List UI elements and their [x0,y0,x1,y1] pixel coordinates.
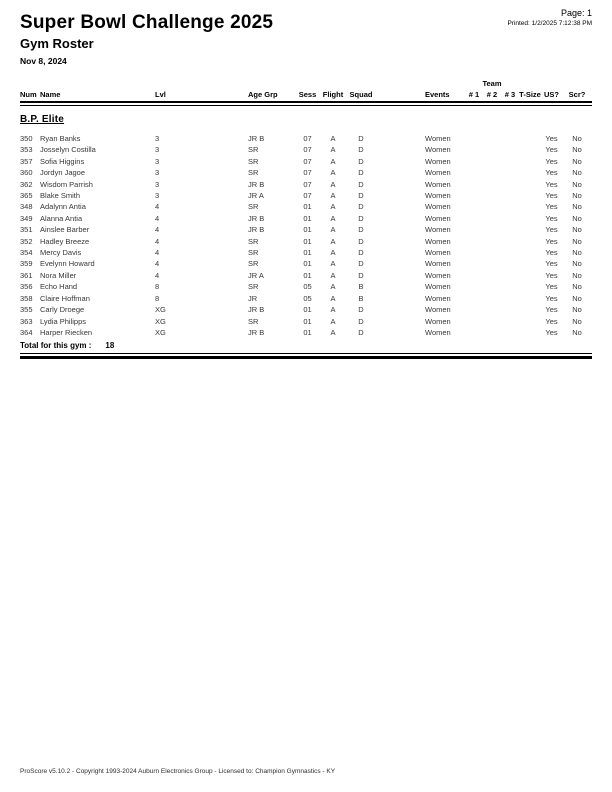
cell-us: Yes [545,202,558,212]
cell-name: Echo Hand [40,282,78,292]
printed-timestamp: Printed: 1/2/2025 7:12:38 PM [507,20,592,27]
cell-name: Josselyn Costilla [40,145,96,155]
cell-events: Women [425,202,451,212]
cell-num: 363 [20,316,33,326]
cell-squad: D [358,168,364,178]
table-row [20,179,592,190]
cell-scr: No [572,282,582,292]
cell-scr: No [572,145,582,155]
cell-lvl: 4 [155,213,160,223]
cell-us: Yes [545,305,558,315]
cell-age-grp: SR [248,259,259,269]
cell-events: Women [425,327,451,337]
table-header [20,79,592,106]
cell-squad: D [358,236,364,246]
cell-squad: D [358,202,364,212]
cell-name: Alanna Antia [40,213,83,223]
cell-scr: No [572,316,582,326]
cell-flight: A [330,179,336,189]
cell-lvl: XG [155,327,166,337]
table-body [20,133,592,338]
cell-us: Yes [545,134,558,143]
cell-events: Women [425,270,451,280]
cell-us: Yes [545,213,558,223]
cell-lvl: 4 [155,202,160,212]
cell-flight: A [330,134,336,143]
cell-us: Yes [545,236,558,246]
cell-name: Sofia Higgins [40,156,85,166]
cell-sess: 07 [303,145,312,155]
cell-us: Yes [545,145,558,155]
column-header-lvl: Lvl [155,90,166,99]
cell-age-grp: JR [248,293,258,303]
cell-lvl: 4 [155,259,160,269]
column-header-squad: Squad [349,90,373,99]
cell-us: Yes [545,270,558,280]
cell-sess: 05 [303,282,312,292]
table-row [20,281,592,292]
cell-num: 358 [20,293,33,303]
column-header-team1: # 1 [468,90,480,99]
page-number: Page: 1 [560,8,592,18]
cell-age-grp: JR A [248,270,264,280]
cell-scr: No [572,259,582,269]
cell-name: Evelynn Howard [40,259,95,269]
page-meta [507,8,592,27]
cell-us: Yes [545,327,558,337]
table-row [20,327,592,338]
cell-age-grp: JR B [248,179,265,189]
cell-flight: A [330,156,336,166]
column-header-tsize: T-Size [519,90,541,99]
cell-name: Hadley Breeze [40,236,90,246]
cell-scr: No [572,225,582,235]
cell-age-grp: SR [248,168,259,178]
cell-num: 353 [20,145,33,155]
cell-scr: No [572,236,582,246]
cell-age-grp: SR [248,202,259,212]
column-header-team2: # 2 [486,90,498,99]
column-header-name: Name [40,90,61,99]
cell-flight: A [330,145,336,155]
cell-num: 356 [20,282,33,292]
cell-name: Adalynn Antia [40,202,86,212]
cell-events: Women [425,134,451,143]
cell-flight: A [330,191,336,201]
cell-sess: 01 [303,213,312,223]
table-row [20,201,592,212]
cell-flight: A [330,213,336,223]
cell-name: Jordyn Jagoe [40,168,86,178]
cell-scr: No [572,156,582,166]
cell-lvl: 3 [155,191,160,201]
cell-scr: No [572,327,582,337]
table-row [20,270,592,281]
cell-events: Women [425,145,451,155]
cell-age-grp: JR B [248,213,265,223]
cell-flight: A [330,316,336,326]
cell-sess: 01 [303,236,312,246]
cell-sess: 07 [303,191,312,201]
cell-events: Women [425,236,451,246]
cell-events: Women [425,305,451,315]
cell-flight: A [330,293,336,303]
table-row [20,258,592,269]
table-row [20,236,592,247]
team-header-row [20,79,592,89]
cell-scr: No [572,191,582,201]
cell-age-grp: JR B [248,225,265,235]
cell-events: Women [425,179,451,189]
cell-num: 364 [20,327,33,337]
cell-flight: A [330,236,336,246]
cell-age-grp: JR B [248,327,265,337]
cell-us: Yes [545,156,558,166]
cell-squad: D [358,213,364,223]
column-header-events: Events [425,90,450,99]
cell-lvl: 3 [155,156,160,166]
table-row [20,213,592,224]
cell-us: Yes [545,168,558,178]
table-row [20,304,592,315]
table-row [20,224,592,235]
column-header-team: Team [482,79,502,88]
cell-num: 360 [20,168,33,178]
cell-name: Harper Riecken [40,327,93,337]
column-header-age-grp: Age Grp [248,90,278,99]
cell-lvl: 3 [155,145,160,155]
cell-scr: No [572,179,582,189]
cell-age-grp: SR [248,282,259,292]
cell-squad: D [358,327,364,337]
cell-events: Women [425,282,451,292]
cell-age-grp: JR B [248,305,265,315]
cell-events: Women [425,293,451,303]
cell-sess: 01 [303,270,312,280]
cell-num: 349 [20,213,33,223]
table-row [20,156,592,167]
cell-flight: A [330,327,336,337]
cell-sess: 01 [303,316,312,326]
cell-lvl: 4 [155,270,160,280]
cell-squad: B [358,293,364,303]
column-header-flight: Flight [322,90,344,99]
cell-scr: No [572,305,582,315]
cell-squad: D [358,134,364,143]
cell-squad: D [358,270,364,280]
cell-events: Women [425,259,451,269]
cell-age-grp: SR [248,145,259,155]
table-row [20,133,592,144]
cell-num: 351 [20,225,33,235]
cell-scr: No [572,248,582,258]
cell-lvl: XG [155,316,166,326]
cell-num: 352 [20,236,33,246]
cell-num: 350 [20,134,33,143]
cell-sess: 07 [303,156,312,166]
cell-name: Lydia Philipps [40,316,86,326]
cell-num: 359 [20,259,33,269]
cell-age-grp: SR [248,236,259,246]
report-title: Super Bowl Challenge 2025 [20,12,274,33]
cell-num: 357 [20,156,33,166]
cell-name: Claire Hoffman [40,293,90,303]
cell-us: Yes [545,282,558,292]
footer-credits: ProScore v5.10.2 - Copyright 1993-2024 Auburn Electronics Group - Licensed to: Champion Gymnastics - KY [20,768,336,775]
table-row [20,247,592,258]
cell-squad: D [358,225,364,235]
report-date: Nov 8, 2024 [20,56,67,66]
cell-name: Ryan Banks [40,134,81,143]
cell-lvl: 8 [155,293,160,303]
cell-flight: A [330,202,336,212]
cell-age-grp: JR A [248,191,264,201]
cell-age-grp: SR [248,156,259,166]
cell-name: Mercy Davis [40,248,82,258]
cell-flight: A [330,168,336,178]
cell-num: 354 [20,248,33,258]
cell-name: Ainslee Barber [40,225,90,235]
cell-squad: D [358,156,364,166]
cell-num: 365 [20,191,33,201]
table-row [20,190,592,201]
column-header-team3: # 3 [504,90,516,99]
cell-events: Women [425,191,451,201]
column-header-sess: Sess [298,90,317,99]
cell-squad: D [358,145,364,155]
cell-flight: A [330,259,336,269]
cell-sess: 07 [303,179,312,189]
cell-squad: D [358,316,364,326]
cell-flight: A [330,225,336,235]
table-row [20,293,592,304]
cell-us: Yes [545,179,558,189]
cell-sess: 01 [303,259,312,269]
cell-lvl: XG [155,305,166,315]
cell-sess: 01 [303,248,312,258]
cell-flight: A [330,282,336,292]
cell-events: Women [425,213,451,223]
cell-scr: No [572,202,582,212]
column-header-row [20,89,592,100]
cell-sess: 07 [303,168,312,178]
cell-scr: No [572,134,582,143]
cell-lvl: 8 [155,282,160,292]
cell-events: Women [425,168,451,178]
column-header-num: Num [20,90,37,99]
cell-lvl: 4 [155,248,160,258]
cell-num: 361 [20,270,33,280]
cell-num: 355 [20,305,33,315]
cell-lvl: 4 [155,236,160,246]
gym-name: B.P. Elite [20,114,65,125]
cell-events: Women [425,225,451,235]
total-row [20,340,592,351]
cell-us: Yes [545,316,558,326]
footer-rule [20,353,592,359]
cell-scr: No [572,293,582,303]
cell-sess: 01 [303,327,312,337]
cell-sess: 01 [303,225,312,235]
cell-squad: D [358,305,364,315]
report-subtitle: Gym Roster [20,36,94,51]
cell-lvl: 3 [155,179,160,189]
cell-flight: A [330,248,336,258]
cell-sess: 01 [303,202,312,212]
cell-flight: A [330,305,336,315]
cell-lvl: 3 [155,134,160,143]
cell-scr: No [572,168,582,178]
cell-events: Women [425,156,451,166]
cell-lvl: 3 [155,168,160,178]
cell-squad: D [358,248,364,258]
cell-us: Yes [545,293,558,303]
total-value: 18 [105,341,115,351]
cell-us: Yes [545,248,558,258]
cell-events: Women [425,248,451,258]
total-label: Total for this gym : [20,341,92,351]
cell-flight: A [330,270,336,280]
column-header-scr: Scr? [568,90,586,99]
cell-age-grp: JR B [248,134,265,143]
cell-sess: 01 [303,305,312,315]
cell-events: Women [425,316,451,326]
cell-us: Yes [545,225,558,235]
cell-num: 362 [20,179,33,189]
table-row [20,144,592,155]
cell-squad: D [358,191,364,201]
cell-us: Yes [545,191,558,201]
cell-name: Carly Droege [40,305,85,315]
cell-lvl: 4 [155,225,160,235]
cell-squad: D [358,259,364,269]
table-row [20,316,592,327]
cell-age-grp: SR [248,248,259,258]
cell-squad: D [358,179,364,189]
cell-scr: No [572,213,582,223]
cell-sess: 05 [303,293,312,303]
cell-num: 348 [20,202,33,212]
cell-scr: No [572,270,582,280]
cell-age-grp: SR [248,316,259,326]
cell-us: Yes [545,259,558,269]
cell-name: Blake Smith [40,191,81,201]
column-header-us: US? [544,90,559,99]
cell-name: Wisdom Parrish [40,179,93,189]
cell-squad: B [358,282,364,292]
cell-sess: 07 [303,134,312,143]
cell-name: Nora Miller [40,270,77,280]
table-row [20,167,592,178]
